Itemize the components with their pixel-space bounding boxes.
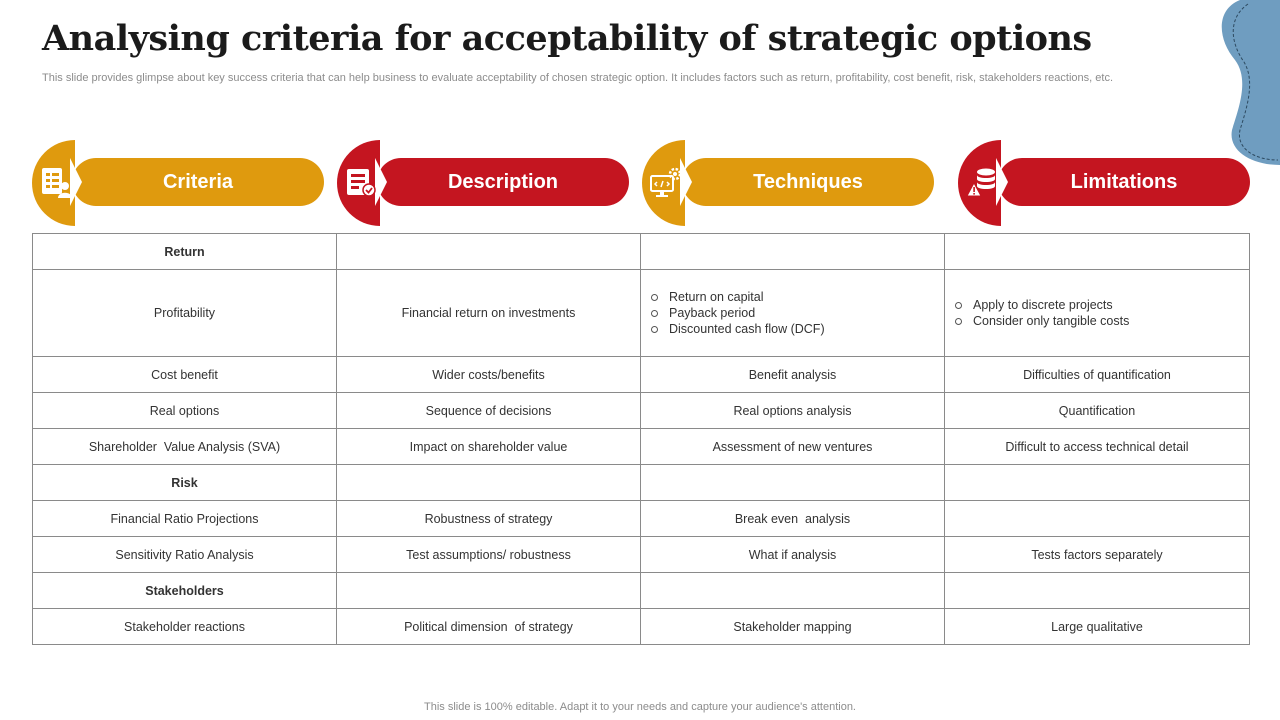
table-row-return [33,234,1250,270]
table-cell: Assessment of new ventures [641,429,945,465]
table-row-stakeholder-reactions [33,609,1250,645]
table-cell [641,573,945,609]
table-cell: Real options analysis [641,393,945,429]
table-cell-techniques [641,270,945,357]
header-description [337,140,633,226]
table-row-profitability [33,270,1250,357]
table-cell-limitations [945,270,1250,357]
table-row-sensitivity [33,537,1250,573]
table-cell: Sequence of decisions [337,393,641,429]
table-cell: Difficult to access technical detail [945,429,1250,465]
table-row-cost-benefit [33,357,1250,393]
table-cell [337,234,641,270]
table-cell [945,234,1250,270]
table-cell: Robustness of strategy [337,501,641,537]
table-cell: Cost benefit [33,357,337,393]
page-subtitle: This slide provides glimpse about key success criteria that can help business to evaluate acceptability of chosen strategic option. It includes factors such as return, profitability, cost benefit, risk, stakeholders reactions, etc. [42,72,1113,84]
table-row-stakeholders [33,573,1250,609]
list-item: Consider only tangible costs [955,313,1241,329]
table-cell: Political dimension of strategy [337,609,641,645]
header-techniques-label: Techniques [682,158,934,206]
table-cell [337,573,641,609]
header-limitations [958,140,1254,226]
table-row-risk [33,465,1250,501]
table-cell [945,465,1250,501]
header-description-label: Description [377,158,629,206]
table-cell: Large qualitative [945,609,1250,645]
header-criteria [32,140,328,226]
table-cell [641,465,945,501]
criteria-table [32,233,1250,645]
table-cell: What if analysis [641,537,945,573]
table-cell: Financial Ratio Projections [33,501,337,537]
table-cell: Risk [33,465,337,501]
header-criteria-label: Criteria [72,158,324,206]
table-cell: Tests factors separately [945,537,1250,573]
list-item: Payback period [651,305,936,321]
table-cell [337,465,641,501]
table-cell: Test assumptions/ robustness [337,537,641,573]
table-cell: Return [33,234,337,270]
table-cell: Sensitivity Ratio Analysis [33,537,337,573]
table-cell: Benefit analysis [641,357,945,393]
list-item: Discounted cash flow (DCF) [651,321,936,337]
limitations-list [953,297,1241,329]
table-cell: Quantification [945,393,1250,429]
table-cell: Real options [33,393,337,429]
table-cell: Break even analysis [641,501,945,537]
header-techniques [642,140,938,226]
table-cell: Difficulties of quantification [945,357,1250,393]
document-check-icon [343,164,379,200]
table-cell: Profitability [33,270,337,357]
list-item: Return on capital [651,289,936,305]
table-cell: Shareholder Value Analysis (SVA) [33,429,337,465]
table-cell [945,501,1250,537]
table-row-financial-ratio [33,501,1250,537]
checklist-user-icon [38,164,74,200]
table-cell: Stakeholder reactions [33,609,337,645]
page-title: Analysing criteria for acceptability of strategic options [42,18,1092,59]
table-row-sva [33,429,1250,465]
table-cell [641,234,945,270]
table-cell: Financial return on investments [337,270,641,357]
techniques-list [649,289,936,337]
table-cell: Impact on shareholder value [337,429,641,465]
table-cell: Wider costs/benefits [337,357,641,393]
table-cell [945,573,1250,609]
list-item: Apply to discrete projects [955,297,1241,313]
monitor-gear-icon [648,164,684,200]
database-warning-icon [964,164,1000,200]
table-cell: Stakeholder mapping [641,609,945,645]
table-cell: Stakeholders [33,573,337,609]
footer-note: This slide is 100% editable. Adapt it to your needs and capture your audience's attention. [424,701,856,713]
header-limitations-label: Limitations [998,158,1250,206]
table-row-real-options [33,393,1250,429]
